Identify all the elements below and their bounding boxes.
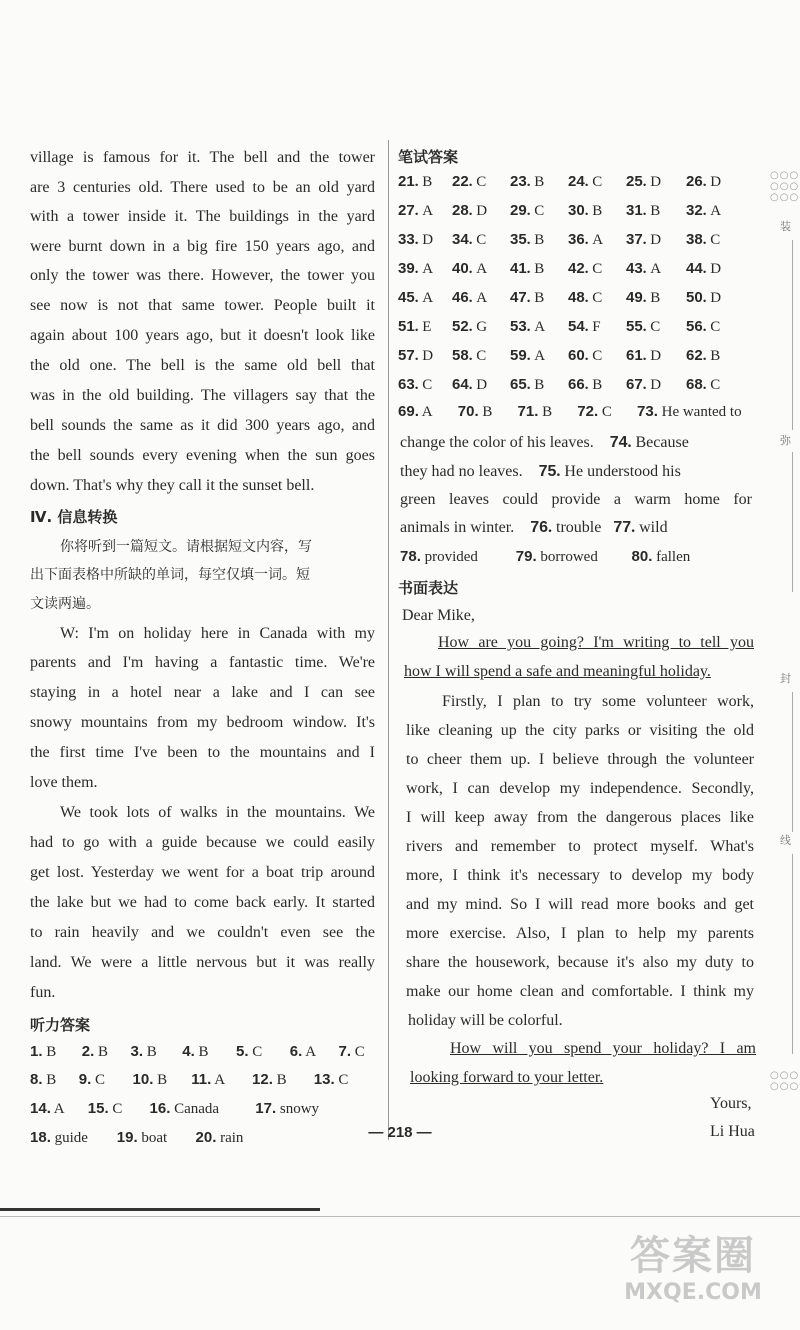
answer-item: 80. fallen	[631, 548, 691, 565]
answer-item: 68. C	[686, 376, 721, 393]
answer-item: 46. A	[452, 289, 488, 306]
answer-item: 79. borrowed	[515, 548, 598, 565]
answer-item: 9. C	[78, 1071, 106, 1088]
answer-item: 7. C	[338, 1043, 365, 1060]
passage-line: village is famous for it. The bell and the tower	[30, 149, 375, 166]
answer-item: 53. A	[510, 318, 546, 335]
answer-item: 26. D	[686, 173, 722, 190]
listening-text-line: staying in a hotel near a lake and I can see	[30, 684, 375, 701]
letter-line: more exercise. Also, I plan to help my parents	[406, 925, 754, 942]
answer-item: 41. B	[510, 260, 545, 277]
letter-line: share the housework, because it's also my duty to	[406, 954, 754, 971]
answer-item: 10. B	[132, 1071, 168, 1088]
bottom-rule-thin	[0, 1216, 800, 1217]
answer-item: 32. A	[686, 202, 722, 219]
instruction-line: 出下面表格中所缺的单词，每空仅填一词。短	[30, 567, 310, 583]
binding-mark: 装	[780, 220, 791, 233]
listening-text-line: had to go with a guide because we could easily	[30, 834, 375, 851]
answer-item: 17. snowy	[255, 1100, 320, 1117]
answer-item: 23. B	[510, 173, 545, 190]
answer-item: 52. G	[452, 318, 488, 335]
answer-item: 19. boat	[116, 1129, 168, 1146]
listening-text-line: love them.	[30, 774, 98, 791]
answer-item: 34. C	[452, 231, 487, 248]
section-heading: 听力答案	[30, 1016, 91, 1034]
watermark-domain: MXQE.COM	[624, 1280, 762, 1305]
letter-line: Firstly, I plan to try some volunteer work,	[442, 693, 754, 710]
answer-item: 12. B	[252, 1071, 287, 1088]
site-watermark-logo	[608, 1232, 778, 1322]
answer-item: 35. B	[510, 231, 545, 248]
column-divider	[388, 140, 389, 1140]
section-heading: 笔试答案	[398, 148, 459, 166]
listening-text-line: get lost. Yesterday we went for a boat trip around	[30, 864, 375, 881]
answer-item: 58. C	[452, 347, 487, 364]
letter-line: How are you going? I'm writing to tell you	[438, 634, 754, 651]
passage-line: with a tower inside it. The buildings in the yard	[30, 208, 375, 225]
answer-item: 13. C	[313, 1071, 349, 1088]
answer-item: 2. B	[81, 1043, 109, 1060]
answer-item: 71. B	[517, 403, 553, 420]
listening-text-line: land. We were a little nervous but it was really	[30, 954, 375, 971]
binding-circles-bottom: ○○○ ○○○	[770, 1070, 800, 1092]
answer-text-line: change the color of his leaves. 74. Because	[400, 434, 689, 451]
written-answers-row	[398, 402, 742, 422]
answer-item: 69. A	[398, 403, 433, 420]
passage-line: see now is not that same tower. People built it	[30, 297, 375, 314]
letter-line: work, I can develop my independence. Secondly,	[406, 780, 754, 797]
passage-line: bell sounds the same as it did 300 years ago, and	[30, 417, 375, 434]
letter-line: make our home clean and comfortable. I think my	[406, 983, 754, 1000]
answer-item: 27. A	[398, 202, 434, 219]
letter-closing: Yours,	[710, 1095, 752, 1112]
answer-item: 73. He wanted to	[637, 403, 742, 420]
binding-circles-top: ○○○ ○○○ ○○○	[770, 170, 800, 203]
answer-item: 51. E	[398, 318, 432, 335]
binding-line	[792, 452, 793, 592]
answer-item: 43. A	[626, 260, 662, 277]
answer-item: 11. A	[191, 1071, 226, 1088]
answer-item: 38. C	[686, 231, 721, 248]
passage-line: again about 100 years ago, but it doesn't look like	[30, 327, 375, 344]
answer-item: 30. B	[568, 202, 603, 219]
answer-item: 72. C	[577, 403, 612, 420]
instruction-line: 你将听到一篇短文。请根据短文内容，写	[60, 539, 312, 555]
letter-line: I will keep away from the dangerous places like	[406, 809, 754, 826]
section-heading: 书面表达	[398, 579, 459, 597]
written-answers-row	[400, 547, 690, 567]
passage-line: the old one. The bell is the same old bell that	[30, 357, 375, 374]
answer-item: 24. C	[568, 173, 603, 190]
listening-text-line: the first time I've been to the mountains and I	[30, 744, 375, 761]
answer-item: 49. B	[626, 289, 661, 306]
answer-item: 63. C	[398, 376, 433, 393]
answer-text-line: green leaves could provide a warm home for	[400, 491, 752, 508]
listening-text-line: snowy mountains from my bedroom window. It's	[30, 714, 375, 731]
letter-line: looking forward to your letter.	[410, 1069, 604, 1086]
answer-item: 29. C	[510, 202, 545, 219]
answer-item: 65. B	[510, 376, 545, 393]
watermark-text: 答案圈	[630, 1233, 756, 1279]
answer-item: 14. A	[30, 1100, 65, 1117]
answer-item: 45. A	[398, 289, 434, 306]
answer-item: 54. F	[568, 318, 601, 335]
answer-item: 78. provided	[400, 548, 478, 565]
listening-text-line: parents and I'm having a fantastic time. We're	[30, 654, 375, 671]
bottom-rule	[0, 1208, 320, 1211]
answer-item: 15. C	[87, 1100, 123, 1117]
answer-item: 60. C	[568, 347, 603, 364]
binding-line	[792, 240, 793, 430]
letter-line: How will you spend your holiday? I am	[450, 1040, 756, 1057]
letter-line: more, I think it's necessary to develop my body	[406, 867, 754, 884]
answer-item: 1. B	[30, 1043, 57, 1060]
listening-text-line: to rain heavily and we couldn't even see the	[30, 924, 375, 941]
answer-item: 66. B	[568, 376, 603, 393]
answer-item: 22. C	[452, 173, 487, 190]
answer-item: 8. B	[30, 1071, 57, 1088]
answer-text-line: they had no leaves. 75. He understood his	[400, 463, 681, 480]
letter-line: how I will spend a safe and meaningful holiday.	[404, 663, 711, 680]
answer-item: 36. A	[568, 231, 604, 248]
answer-item: 61. D	[626, 347, 662, 364]
answer-text-line: animals in winter. 76. trouble 77. wild	[400, 519, 668, 536]
answer-item: 64. D	[452, 376, 488, 393]
answer-item: 39. A	[398, 260, 434, 277]
answer-item: 5. C	[236, 1043, 263, 1060]
listening-text-line: We took lots of walks in the mountains. We	[60, 804, 375, 821]
letter-signature: Li Hua	[710, 1123, 755, 1140]
answer-item: 6. A	[289, 1043, 317, 1060]
binding-line	[792, 854, 793, 1054]
passage-line: was in the old building. The villagers say that the	[30, 387, 375, 404]
listening-answers-row	[30, 1070, 348, 1090]
passage-line: only the tower was there. However, the tower you	[30, 267, 375, 284]
binding-mark: 弥	[780, 434, 791, 447]
answer-item: 4. B	[182, 1043, 209, 1060]
binding-margin	[766, 170, 800, 1110]
answer-item: 47. B	[510, 289, 545, 306]
answer-item: 37. D	[626, 231, 662, 248]
answer-item: 57. D	[398, 347, 434, 364]
listening-text-line: fun.	[30, 984, 56, 1001]
answer-item: 21. B	[398, 173, 433, 190]
answer-item: 20. rain	[195, 1129, 244, 1146]
passage-line: were burnt down in a big fire 150 years ago, and	[30, 238, 375, 255]
section-heading: Ⅳ. 信息转换	[30, 508, 118, 526]
answer-item: 33. D	[398, 231, 434, 248]
answer-item: 18. guide	[30, 1129, 88, 1146]
letter-line: rivers and remember to protect myself. What's	[406, 838, 754, 855]
passage-line: are 3 centuries old. There used to be an old yard	[30, 179, 375, 196]
answer-item: 25. D	[626, 173, 662, 190]
answer-item: 3. B	[130, 1043, 157, 1060]
letter-salutation: Dear Mike,	[402, 607, 475, 624]
binding-line	[792, 692, 793, 832]
passage-line: down. That's why they call it the sunset bell.	[30, 477, 315, 494]
letter-line: holiday will be colorful.	[408, 1012, 563, 1029]
listening-text-line: the lake but we had to come back early. It started	[30, 894, 375, 911]
letter-line: and my mind. So I will read more books and get	[406, 896, 754, 913]
binding-mark: 封	[780, 672, 791, 685]
answer-item: 44. D	[686, 260, 722, 277]
listening-answers-row	[30, 1042, 365, 1062]
answer-item: 55. C	[626, 318, 661, 335]
passage-line: the bell sounds every evening when the sun goes	[30, 447, 375, 464]
answer-item: 42. C	[568, 260, 603, 277]
answer-item: 70. B	[457, 403, 493, 420]
instruction-line: 文读两遍。	[30, 596, 100, 612]
page-number: — 218 —	[368, 1124, 432, 1141]
answer-item: 67. D	[626, 376, 662, 393]
listening-answers-row	[30, 1099, 319, 1119]
binding-mark: 线	[780, 834, 791, 847]
answer-item: 62. B	[686, 347, 721, 364]
answer-item: 56. C	[686, 318, 721, 335]
answer-item: 31. B	[626, 202, 661, 219]
letter-line: to cheer them up. I believe through the volunteer	[406, 751, 754, 768]
answer-item: 50. D	[686, 289, 722, 306]
answer-item: 48. C	[568, 289, 603, 306]
answer-item: 16. Canada	[149, 1100, 220, 1117]
answer-item: 59. A	[510, 347, 546, 364]
answer-item: 40. A	[452, 260, 488, 277]
letter-line: like cleaning up the city parks or visiting the old	[406, 722, 754, 739]
answer-item: 28. D	[452, 202, 488, 219]
listening-text-line: W: I'm on holiday here in Canada with my	[60, 625, 375, 642]
